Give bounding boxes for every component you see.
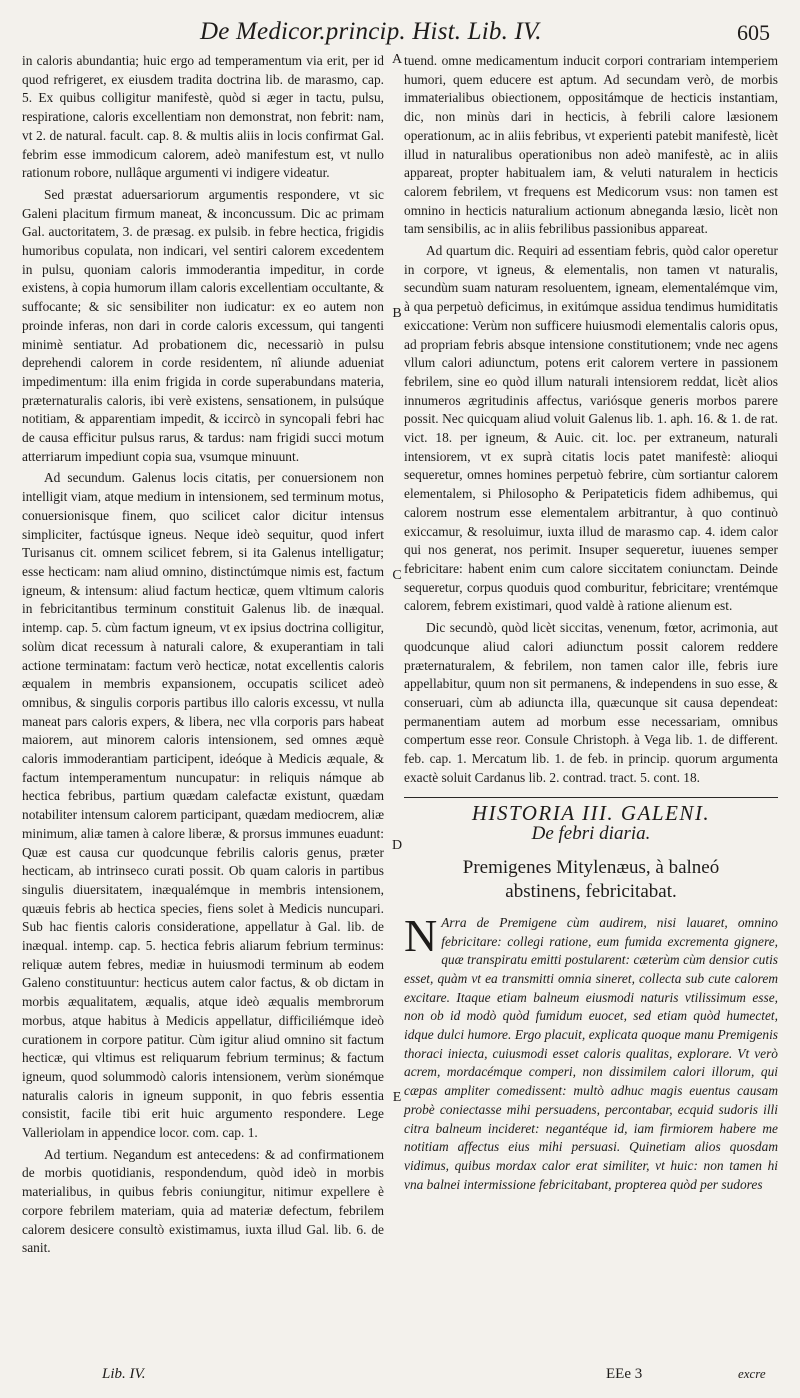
left-column	[22, 52, 384, 1258]
paragraph: tuend. omne medicamentum inducit corpori contrariam intemperiem humori, quem educere est aptum. Ad secundam verò, de morbis immaterialibus obiectionem, oppositámque de hecticis instantiam, dic, non minùs dari in hecticis, à febrili calore læsionem operationum, ac in aliis febribus, vt experienti patebit manifestè, licèt illud in naturalibus operationibus non adeò manifestè, ac in aliis appareat, propter habitualem iam, & veluti naturalem in hecticis calorem febrilem, vt frequens est Medicorum vsus: non tamen est omnino in hecticis naturalium actionum abneganda læsio, licèt non tam sensibilis, ac in aliis febrilibus passionibus appareat.	[404, 53, 778, 237]
page-number: 605	[737, 20, 770, 45]
right-column	[404, 52, 778, 1194]
case-title: Premigenes Mitylenæus, à balneó abstinens, febricitabat.	[462, 856, 720, 902]
catchword: excre	[738, 1366, 766, 1381]
drop-cap: N	[404, 909, 438, 961]
running-head	[0, 14, 800, 48]
margin-letter-a: A	[391, 52, 403, 67]
history-heading: HISTORIA III. GALENI.	[471, 801, 711, 826]
section-rule	[404, 797, 778, 798]
paragraph: Ad secundum. Galenus locis citatis, per conuersionem non intelligit viam, atque medium in intensionem, sed terminum motus, conuersionisque finem, quo scilicet calor dicitur intensus simpliciter, factúsque igneus. Neque ideò sequitur, quod infert Turisanus cit. omnem scilicet febrem, si ita Galenus intelligatur; esse hecticam: nam aliud omnino, distinctúmque nimis est, factum igneum, & intensum: aliud factum hecticæ, quem vltimum caloris in febricitantibus terminum constituit Galenus lib. de inæqual. intemp. cap. 5. cùm factum igneum, vt ex ipsius doctrina colligitur, solùm dicat recessum à naturali calore, & exuperantiam in tali actione terminatam: factum verò hecticæ, notat excellentis caloris æqualem in membris expansionem, occupatis scilicet adeò omnibus, & singulis corporis partibus illo caloris excessu, vt nulla maneat pars caloris expers, & libera, nec vlla corporis pars habeat maiorem, aut minorem caloris intensionem, sed omnes æquè caloris immoderantiam participent, ideóque à Medicis æquale, & factum intemperamentum nuncupatur: in reliquis námque ab hectica febribus, partium quædam calefactæ existunt, quædam notabiliter intensum calorem participant, quædam mediocrem, aliæ minimum, aliæ tamen à calore liberæ, & prorsus immunes euadunt: Quæ est causa cur quodcunque febrilis caloris genus, præter hecticam, ab intrinseco curati possit. Ob quam caloris in partibus singulis diuersitatem, inæqualémque in membris intensionem, quæuis febris ab hectica species, fiens solet à Medicis nuncupari. Sub hac fientis caloris consideratione, appellatur à Gal. lib. de inæqual. intemp. cap. 5. hectica febris aliarum febrium terminus: reliquæ autem febres, mediæ in huiusmodi terminum ab eodem Galeno constituuntur: hecticus autem calor factus, & ob dictam in morbis æqualitatem, æqualis, atque ideò æqualis membrorum morbus, atque habitus à Medicis appellatur, difficiliémque ideò curationem in corpore patitur. Cùm igitur aliud omnino sit factum hecticæ, qui vltimus est reliquarum febrium terminus; & factum igneum, quod solummodò caloris intensionem, verùm sionémque naturalis caloris in igneum supponit, in quo febris essentia consistit, facile tibi erit huic argumento respondere. Lege Valleriolam in appendice locor. com. cap. 1.	[22, 470, 384, 1141]
running-title: De Medicor.princip. Hist. Lib. IV.	[200, 18, 542, 45]
history-subheading: De febri diaria.	[531, 823, 651, 845]
footer-book-label: Lib. IV.	[102, 1366, 146, 1382]
paragraph: Ad tertium. Negandum est antecedens: & ad confirmationem de morbis quotidianis, respondendum, quòd ideò in morbis materialibus, in quibus febris coniungitur, nitimur expellere è corpore febrilem materiam, quia ad materiæ defectum, febrilem calorem desicere consultò existimamus, iuxta illud Gal. lib. 6. de sanit.	[22, 1146, 384, 1256]
paragraph: Dic secundò, quòd licèt siccitas, venenum, fœtor, acrimonia, aut quodcunque aliud calori adiunctum possit calorem reddere præternaturalem, & febrilem, non tamen calor ille, febris iure appellabitur, quum non sit permanens, & independens in suo esse, & conseruari, cùm ab adiuncta illa, quæcunque sit causa dependeat: permanentiam autem ad morbum esse necessariam, omnibus compertum esse reor. Consule Christoph. à Vega lib. 1. de different. feb. cap. 1. Mercatum lib. 1. de feb. in princip. quorum argumenta exactè soluit Cardanus lib. 2. contrad. tract. 5. cont. 18.	[404, 620, 778, 785]
margin-letter-b: B	[392, 306, 402, 321]
history-text: Arra de Premigene cùm audirem, nisi lauaret, omnino febricitare: collegi ratione, eum fumida excrementa gignere, quæ transpiratu emitti postularent: cæterùm cùm densior cutis esset, quàm vt ea transmitti omnia sineret, collecta sub cute calorem excitare. Itaque etiam balneum eiusmodi naturis vtilissimum esse, non ob id modò quòd fumidum euocet, sed etiam quòd humectet, idque dulci humore. Ergo placuit, explicata quoque manu Premigenis thoraci iniecta, cuiusmodi esset caloris qualitas, explorare. Vt verò acrem, mordacémque comperi, non dissimilem calori illorum, qui cæpas ampliter comedissent: multò adhuc magis euentus causam probè coniectasse mihi persuadens, percontabar, ecquid sudoris illi citra balneum incideret: negantéque id, iam firmiorem habere me notitiam affectus eius mihi persuasi. Quinetiam alios quosdam vidimus, quibus mordax calor erat similiter, vt huic: non tamen hi vna balnei intermissione febricitabant, propterea quòd per sudores	[404, 914, 778, 1192]
paragraph: in caloris abundantia; huic ergo ad temperamentum via erit, per id quod refrigeret, ex eiusdem tradita doctrina lib. de marasmo, cap. 5. Ex quibus colligitur manifestè, quòd si æger in tactu, pulsu, respiratione, caloris excellentiam non demonstrat, non febrit: nam, vt 2. de natural. facult. cap. 8. & multis aliis in locis confirmat Gal. febrim esse immodicum calorem, adeò manifestum est, vt nullo rationum robore, nullâque argumenti vi indigere videatur.	[22, 53, 384, 181]
history-paragraph	[404, 909, 778, 1195]
paragraph: Sed præstat aduersariorum argumentis respondere, vt sic Galeni placitum firmum maneat, & inconcussum. Dic ac primam Gal. auctoritatem, 3. de præsag. ex pulsib. in febre hectica, frigidis humoribus copulata, non indicari, vel sentiri calorem excedentem in pulsu, quoniam caloris immoderantia impeditur, in corde existens, à copia humorum illam caloris excellentiam occultante, & suffocante; & sic sensibiliter non iudicatur: ex eo autem non proinde inferas, non dari in corde caloris excessum, qui tangenti minimè sentiatur. Ad probationem dic, necessariò in pulsu deprehendi calorem in corde residentem, nî aliunde adueniat impedimentum: illa enim frigida in corde superabundans materia, præternaturalis caloris, ibi verè existens, sensationem, in pulsúque notitiam, & apparentiam impedit, & iccircò in syncopali febri hac de causa efficitur pulsus rarus, & tardus: nam frigidi succi motum atterriarum impediunt copia sua, vsumque minuunt.	[22, 186, 384, 464]
signature-mark: EEe 3	[606, 1366, 643, 1382]
paragraph: Ad quartum dic. Requiri ad essentiam febris, quòd calor operetur in corpore, vt igneus, & elementalis, non tamen vt naturalis, secundùm suam naturam resoluentem, igneam, elementalémque vim, à qua perpetuò deficimus, in exitúmque assidua tendimus humiditatis exiccatione: Verùm non sufficere huiusmodi elementalis caloris opus, ad propriam febris absque intensione constitutionem; vnde nec agens vllum calori adiunctum, potens erit calorem vertere in passionem febrilem, sine eo quòd illum naturali intensiorem reddat, licèt alios innumeros ægritudinis affectus, variósque generis morbos parere possit. Nec quicquam aliud voluit Galenus lib. 1. aph. 16. & 1. de rat. vict. 18. per igneum, & Auic. cit. loc. per extraneum, naturali intensiorem, vt ex suprà citatis locis patet manifestè: alioqui sequeretur, omnes homines perpetuò febrire, cùm sortiantur calorem elementalem, si Philosopho & Peripateticis fidem adhibemus, qui calorem nostrum esse elementalem arbitrantur, à quo continuò exiccamur, & resoluimur, iuxta illud de marasmo cap. 4. idem calor qui nos generat, nos perimit. Insuper sequeretur, iuuenes semper febricitare: habent enim cum calore siccitatem coniunctam. Deinde sequeretur, corpus quoduis quod comburitur, febricitare; vrentémque calorem, febrem existimari, quod valdè à ratione alienum est.	[404, 243, 778, 614]
page-footer	[0, 1366, 800, 1390]
margin-letter-e: E	[392, 1090, 402, 1105]
margin-letter-d: D	[391, 838, 403, 853]
margin-letter-c: C	[392, 568, 402, 583]
